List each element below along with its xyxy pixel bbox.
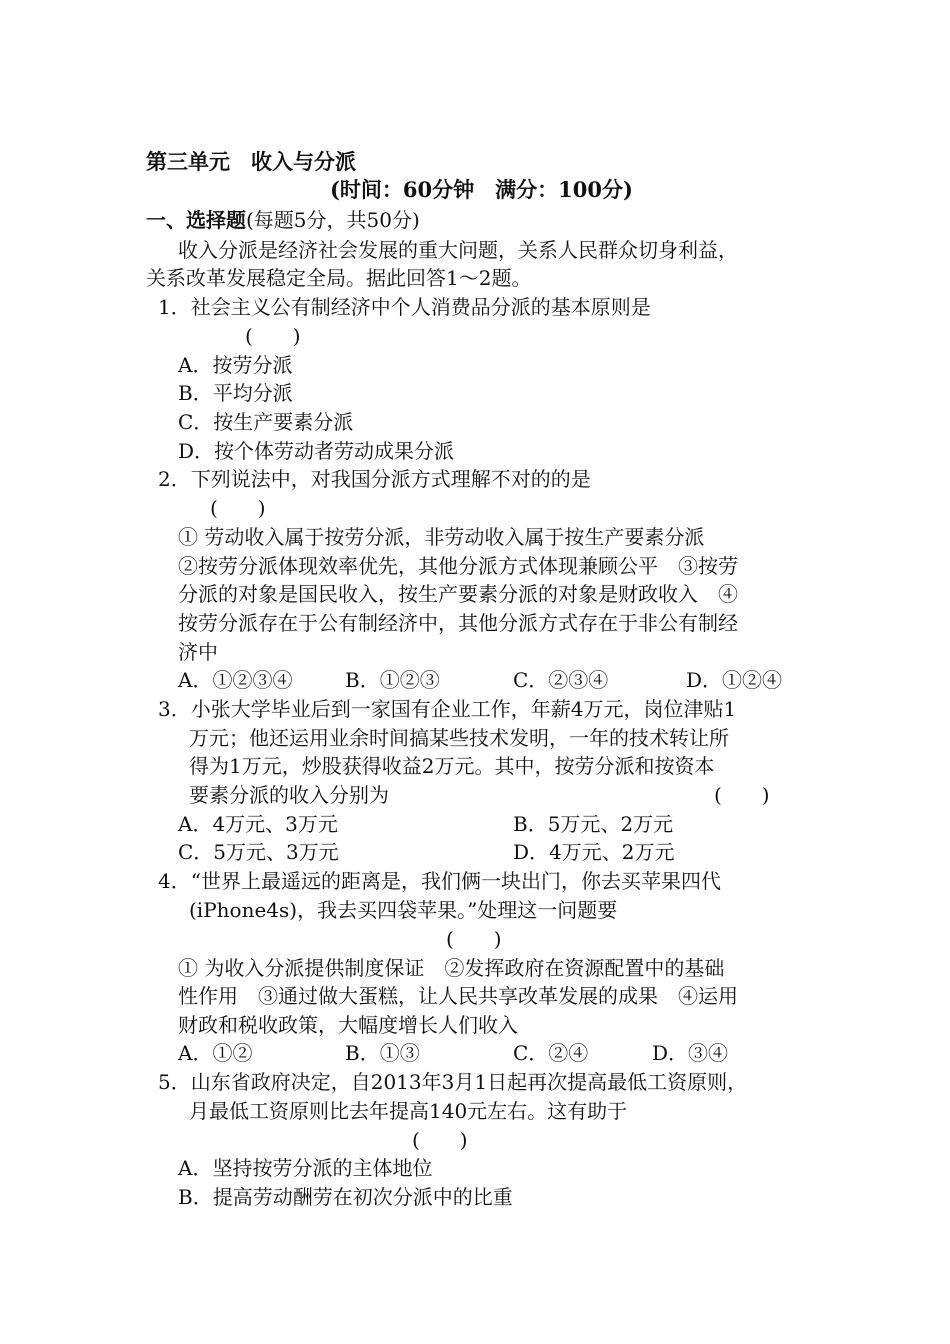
q4-option-c: C．②④ (513, 1041, 589, 1065)
q5-stem-line: 月最低工资原则比去年提高140元左右。这有助于 (189, 1099, 628, 1123)
q5-option-a: A．坚持按劳分派的主体地位 (178, 1156, 433, 1180)
q2-body-line: ②按劳分派体现效率优先，其他分派方式体现兼顾公平 ③按劳 (178, 554, 738, 578)
q1-answer-bracket: ( ) (245, 324, 301, 348)
q2-stem: 2．下列说法中，对我国分派方式理解不对的的是 (158, 467, 591, 491)
q4-stem-line: 4．“世界上最遥远的距离是，我们俩一块出门，你去买苹果四代 (158, 869, 721, 893)
q3-option-b: B．5万元、2万元 (513, 812, 674, 836)
section-title: 一、选择题 (146, 208, 246, 232)
section-heading (146, 206, 420, 234)
q4-body-line: ① 为收入分派提供制度保证 ②发挥政府在资源配置中的基础 (178, 956, 725, 980)
q3-option-c: C．5万元、3万元 (178, 840, 339, 864)
q1-option-d: D．按个体劳动者劳动成果分派 (178, 439, 455, 463)
q1-stem: 1．社会主义公有制经济中个人消费品分派的基本原则是 (158, 295, 651, 319)
q4-option-a: A．①② (178, 1041, 253, 1065)
q3-stem-line: 要素分派的收入分别为 (189, 783, 389, 807)
q2-option-c: C．②③④ (513, 668, 609, 692)
q2-body-line: 分派的对象是国民收入，按生产要素分派的对象是财政收入 ④ (178, 582, 738, 606)
q1-option-b: B．平均分派 (178, 381, 293, 405)
q2-body-line: ① 劳动收入属于按劳分派，非劳动收入属于按生产要素分派 (178, 525, 705, 549)
section-note: (每题5分，共50分) (246, 208, 420, 232)
q2-body-line: 济中 (178, 640, 218, 664)
q3-option-d: D．4万元、2万元 (513, 840, 675, 864)
q4-stem-line: (iPhone4s)，我去买四袋苹果。”处理这一问题要 (189, 898, 618, 922)
q2-option-b: B．①②③ (345, 668, 440, 692)
q4-body-line: 性作用 ③通过做大蛋糕，让人民共享改革发展的成果 ④运用 (178, 984, 738, 1008)
q2-option-a: A．①②③④ (178, 668, 293, 692)
q4-option-b: B．①③ (345, 1041, 420, 1065)
q4-answer-bracket: ( ) (446, 927, 502, 951)
unit-title: 第三单元 收入与分派 (146, 149, 356, 174)
q3-answer-bracket: ( ) (714, 783, 770, 807)
q1-option-c: C．按生产要素分派 (178, 410, 354, 434)
intro-line-1: 收入分派是经济社会发展的重大问题，关系人民群众切身利益， (178, 238, 738, 262)
q3-stem-line: 万元；他还运用业余时间搞某些技术发明，一年的技术转让所 (189, 726, 729, 750)
q4-body-line: 财政和税收政策，大幅度增长人们收入 (178, 1013, 518, 1037)
q3-stem-line: 3．小张大学毕业后到一家国有企业工作，年薪4万元，岗位津贴1 (158, 697, 737, 721)
q2-option-d: D．①②④ (686, 668, 783, 692)
q2-body-line: 按劳分派存在于公有制经济中，其他分派方式存在于非公有制经 (178, 611, 738, 635)
q4-option-d: D．③④ (652, 1041, 729, 1065)
q5-option-b: B．提高劳动酬劳在初次分派中的比重 (178, 1185, 513, 1209)
q5-answer-bracket: ( ) (412, 1128, 468, 1152)
intro-line-2: 关系改革发展稳定全局。据此回答1～2题。 (146, 266, 532, 290)
time-info: (时间：60分钟 满分：100分) (330, 177, 633, 202)
q3-stem-line: 得为1万元，炒股获得收益2万元。其中，按劳分派和按资本 (189, 754, 715, 778)
q5-stem-line: 5．山东省政府决定，自2013年3月1日起再次提高最低工资原则， (158, 1070, 748, 1094)
q2-answer-bracket: ( ) (210, 496, 266, 520)
q3-option-a: A．4万元、3万元 (178, 812, 338, 836)
q1-option-a: A．按劳分派 (178, 353, 293, 377)
